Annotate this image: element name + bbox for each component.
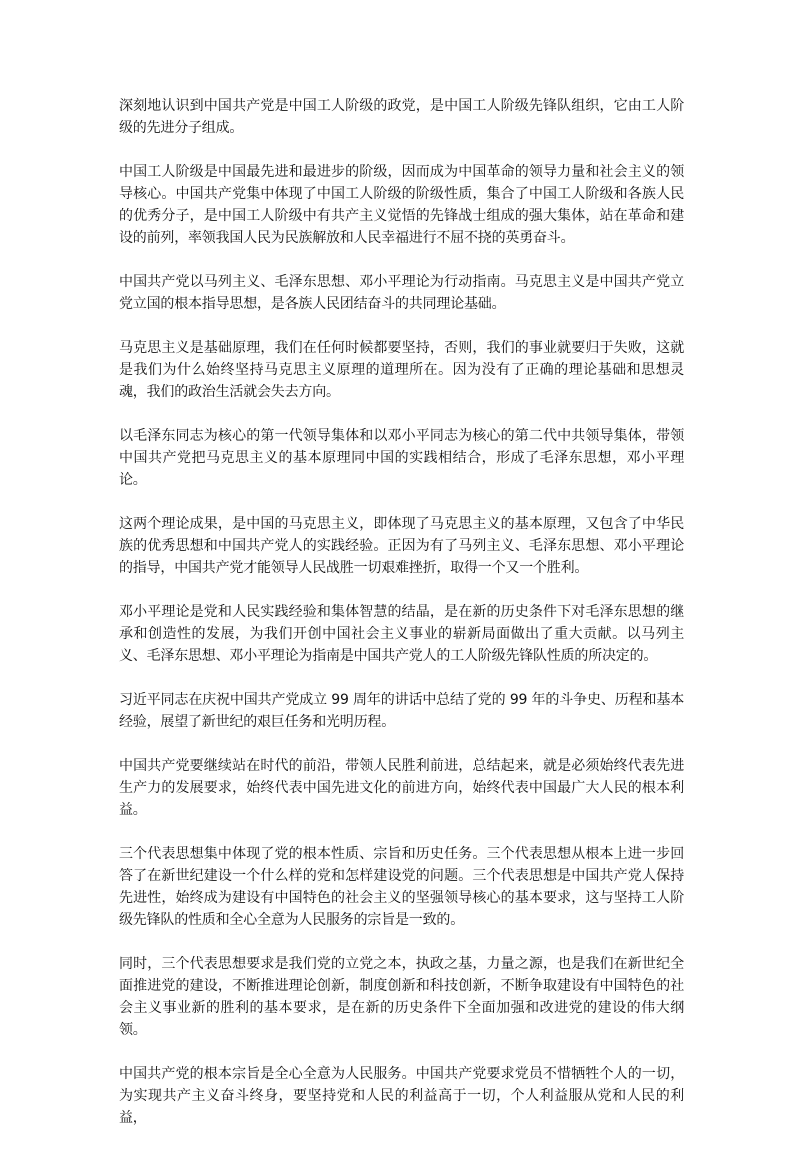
- paragraph-2: 中国工人阶级是中国最先进和最进步的阶级，因而成为中国革命的领导力量和社会主义的领导核心。中国共产党集中体现了中国工人阶级的阶级性质，集合了中国工人阶级和各族人民的优秀分子，是中国工人阶级中有共产主义觉悟的先锋战士组成的强大集体，站在革命和建设的前列，率领我国人民为民族解放和人民幸福进行不屈不挠的英勇奋斗。: [119, 164, 684, 246]
- paragraph-4: 马克思主义是基础原理，我们在任何时候都要坚持，否则，我们的事业就要归于失败，这就是我们为什么始终坚持马克思主义原理的道理所在。因为没有了正确的理论基础和思想灵魂，我们的政治生活就会失去方向。: [119, 340, 684, 400]
- paragraph-9: 中国共产党要继续站在时代的前沿，带领人民胜利前进，总结起来，就是必须始终代表先进生产力的发展要求，始终代表中国先进文化的前进方向，始终代表中国最广大人民的根本利益。: [119, 758, 684, 818]
- paragraph-7: 邓小平理论是党和人民实践经验和集体智慧的结晶，是在新的历史条件下对毛泽东思想的继承和创造性的发展，为我们开创中国社会主义事业的崭新局面做出了重大贡献。以马列主义、毛泽东思想、邓小平理论为指南是中国共产党人的工人阶级先锋队性质的所决定的。: [119, 604, 684, 664]
- paragraph-5: 以毛泽东同志为核心的第一代领导集体和以邓小平同志为核心的第二代中共领导集体，带领中国共产党把马克思主义的基本原理同中国的实践相结合，形成了毛泽东思想，邓小平理论。: [119, 428, 684, 488]
- paragraph-10: 三个代表思想集中体现了党的根本性质、宗旨和历史任务。三个代表思想从根本上进一步回答了在新世纪建设一个什么样的党和怎样建设党的问题。三个代表思想是中国共产党人保持先进性，始终成为建设有中国特色的社会主义的坚强领导核心的基本要求，这与坚持工人阶级先锋队的性质和全心全意为人民服务的宗旨是一致的。: [119, 846, 684, 928]
- paragraph-11: 同时，三个代表思想要求是我们党的立党之本，执政之基，力量之源，也是我们在新世纪全面推进党的建设，不断推进理论创新，制度创新和科技创新，不断争取建设有中国特色的社会主义事业新的胜利的基本要求，是在新的历史条件下全面加强和改进党的建设的伟大纲领。: [119, 956, 684, 1038]
- paragraph-8: 习近平同志在庆祝中国共产党成立 99 周年的讲话中总结了党的 99 年的斗争史、历程和基本经验，展望了新世纪的艰巨任务和光明历程。: [119, 692, 684, 730]
- paragraph-3: 中国共产党以马列主义、毛泽东思想、邓小平理论为行动指南。马克思主义是中国共产党立党立国的根本指导思想，是各族人民团结奋斗的共同理论基础。: [119, 274, 684, 312]
- paragraph-6: 这两个理论成果，是中国的马克思主义，即体现了马克思主义的基本原理，又包含了中华民族的优秀思想和中国共产党人的实践经验。正因为有了马列主义、毛泽东思想、邓小平理论的指导，中国共产党才能领导人民战胜一切艰难挫折，取得一个又一个胜利。: [119, 516, 684, 576]
- document-body: [119, 95, 684, 1151]
- paragraph-12: 中国共产党的根本宗旨是全心全意为人民服务。中国共产党要求党员不惜牺牲个人的一切，为实现共产主义奋斗终身，要坚持党和人民的利益高于一切，个人利益服从党和人民的利益，: [119, 1066, 684, 1126]
- paragraph-1: 深刻地认识到中国共产党是中国工人阶级的政党，是中国工人阶级先锋队组织，它由工人阶级的先进分子组成。: [119, 98, 684, 136]
